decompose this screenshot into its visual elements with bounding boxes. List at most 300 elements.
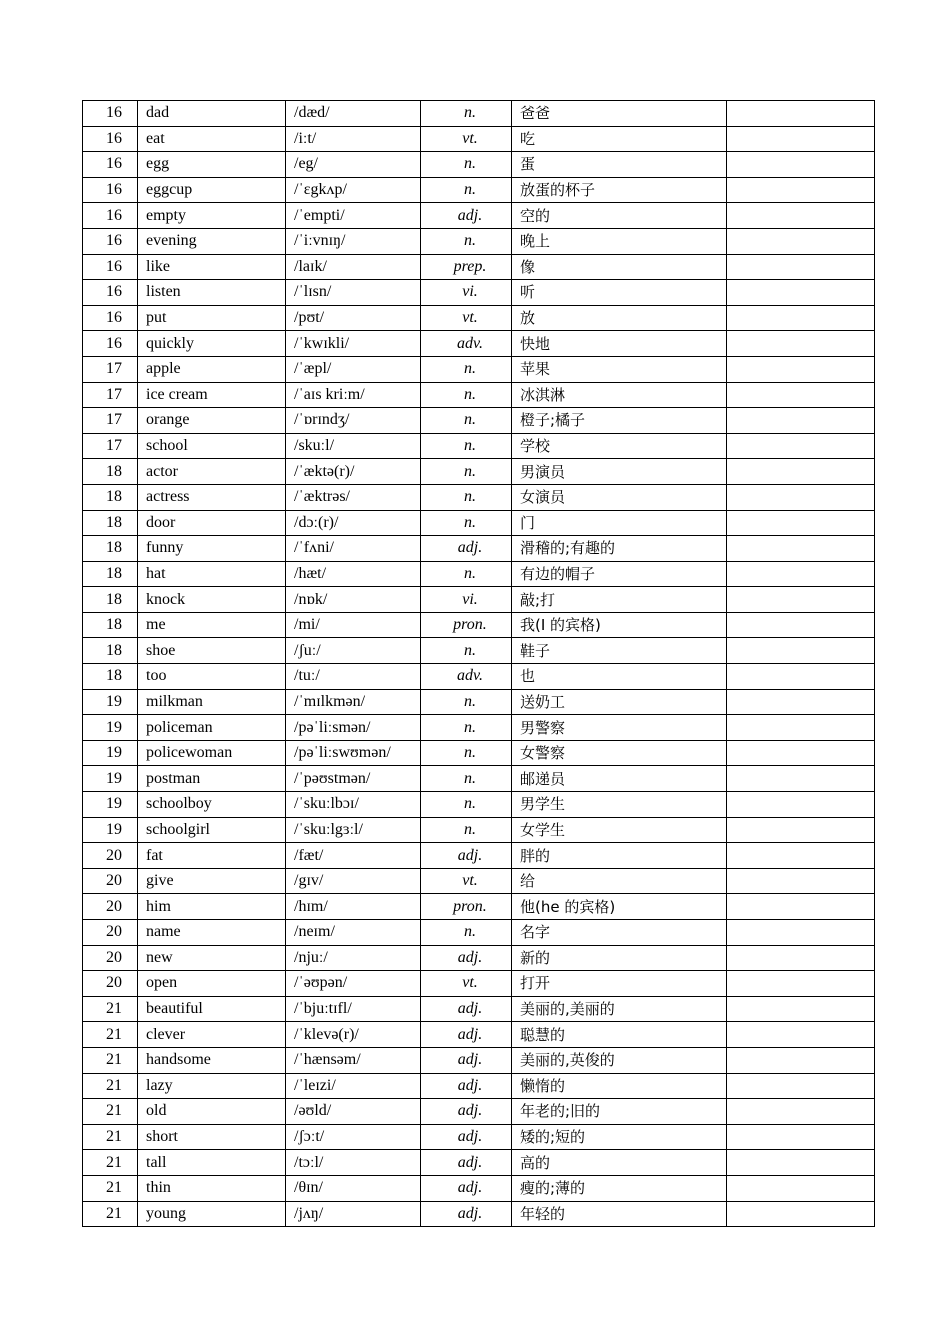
notes-cell: [727, 1099, 875, 1125]
part-of-speech-cell: n.: [421, 689, 512, 715]
part-of-speech-cell: adj.: [421, 1124, 512, 1150]
notes-cell: [727, 510, 875, 536]
table-row: [83, 459, 875, 485]
phonetic-cell: /ˈɒrɪndʒ/: [286, 408, 421, 434]
phonetic-cell: /ˈmɪlkmən/: [286, 689, 421, 715]
lesson-number-cell: 18: [83, 484, 138, 510]
notes-cell: [727, 356, 875, 382]
table-row: [83, 817, 875, 843]
phonetic-cell: /nɒk/: [286, 587, 421, 613]
part-of-speech-cell: adj.: [421, 996, 512, 1022]
phonetic-cell: /ˈæktrəs/: [286, 484, 421, 510]
part-of-speech-cell: pron.: [421, 894, 512, 920]
word-cell: name: [138, 920, 286, 946]
notes-cell: [727, 945, 875, 971]
table-row: [83, 433, 875, 459]
notes-cell: [727, 331, 875, 357]
notes-cell: [727, 382, 875, 408]
lesson-number-cell: 20: [83, 971, 138, 997]
table-row: [83, 920, 875, 946]
meaning-cell: 吃: [512, 126, 727, 152]
meaning-cell: 年轻的: [512, 1201, 727, 1227]
phonetic-cell: /hæt/: [286, 561, 421, 587]
word-cell: eat: [138, 126, 286, 152]
phonetic-cell: /gɪv/: [286, 868, 421, 894]
phonetic-cell: /ˈskuːlbɔɪ/: [286, 792, 421, 818]
phonetic-cell: /pəˈliːswʊmən/: [286, 740, 421, 766]
notes-cell: [727, 1073, 875, 1099]
part-of-speech-cell: n.: [421, 561, 512, 587]
meaning-cell: 苹果: [512, 356, 727, 382]
phonetic-cell: /ʃuː/: [286, 638, 421, 664]
lesson-number-cell: 19: [83, 817, 138, 843]
meaning-cell: 女演员: [512, 484, 727, 510]
meaning-cell: 像: [512, 254, 727, 280]
table-row: [83, 996, 875, 1022]
meaning-cell: 滑稽的;有趣的: [512, 536, 727, 562]
part-of-speech-cell: n.: [421, 920, 512, 946]
meaning-cell: 他(he 的宾格): [512, 894, 727, 920]
notes-cell: [727, 843, 875, 869]
notes-cell: [727, 817, 875, 843]
phonetic-cell: /ˈəʊpən/: [286, 971, 421, 997]
word-cell: give: [138, 868, 286, 894]
word-cell: evening: [138, 228, 286, 254]
table-row: [83, 843, 875, 869]
word-cell: ice cream: [138, 382, 286, 408]
word-cell: door: [138, 510, 286, 536]
part-of-speech-cell: vi.: [421, 587, 512, 613]
notes-cell: [727, 587, 875, 613]
table-row: [83, 868, 875, 894]
part-of-speech-cell: prep.: [421, 254, 512, 280]
part-of-speech-cell: adj.: [421, 1022, 512, 1048]
lesson-number-cell: 16: [83, 126, 138, 152]
notes-cell: [727, 996, 875, 1022]
part-of-speech-cell: n.: [421, 408, 512, 434]
notes-cell: [727, 101, 875, 127]
notes-cell: [727, 715, 875, 741]
table-row: [83, 1150, 875, 1176]
word-cell: egg: [138, 152, 286, 178]
part-of-speech-cell: adj.: [421, 536, 512, 562]
word-cell: handsome: [138, 1047, 286, 1073]
table-row: [83, 561, 875, 587]
lesson-number-cell: 21: [83, 1201, 138, 1227]
vocabulary-table-body: [83, 101, 875, 1227]
notes-cell: [727, 280, 875, 306]
word-cell: listen: [138, 280, 286, 306]
lesson-number-cell: 16: [83, 228, 138, 254]
part-of-speech-cell: n.: [421, 459, 512, 485]
lesson-number-cell: 16: [83, 331, 138, 357]
lesson-number-cell: 20: [83, 945, 138, 971]
meaning-cell: 蛋: [512, 152, 727, 178]
lesson-number-cell: 21: [83, 996, 138, 1022]
meaning-cell: 放蛋的杯子: [512, 177, 727, 203]
table-row: [83, 664, 875, 690]
table-row: [83, 1073, 875, 1099]
table-row: [83, 766, 875, 792]
word-cell: postman: [138, 766, 286, 792]
word-cell: clever: [138, 1022, 286, 1048]
meaning-cell: 晚上: [512, 228, 727, 254]
table-row: [83, 382, 875, 408]
lesson-number-cell: 21: [83, 1175, 138, 1201]
lesson-number-cell: 17: [83, 382, 138, 408]
part-of-speech-cell: n.: [421, 740, 512, 766]
phonetic-cell: /njuː/: [286, 945, 421, 971]
meaning-cell: 听: [512, 280, 727, 306]
lesson-number-cell: 21: [83, 1150, 138, 1176]
notes-cell: [727, 689, 875, 715]
table-row: [83, 510, 875, 536]
notes-cell: [727, 484, 875, 510]
lesson-number-cell: 21: [83, 1099, 138, 1125]
table-row: [83, 1175, 875, 1201]
part-of-speech-cell: n.: [421, 177, 512, 203]
word-cell: me: [138, 612, 286, 638]
table-row: [83, 356, 875, 382]
lesson-number-cell: 19: [83, 740, 138, 766]
phonetic-cell: /skuːl/: [286, 433, 421, 459]
lesson-number-cell: 20: [83, 894, 138, 920]
phonetic-cell: /neɪm/: [286, 920, 421, 946]
lesson-number-cell: 18: [83, 587, 138, 613]
meaning-cell: 女学生: [512, 817, 727, 843]
phonetic-cell: /laɪk/: [286, 254, 421, 280]
meaning-cell: 敲;打: [512, 587, 727, 613]
notes-cell: [727, 868, 875, 894]
notes-cell: [727, 228, 875, 254]
word-cell: old: [138, 1099, 286, 1125]
meaning-cell: 送奶工: [512, 689, 727, 715]
lesson-number-cell: 18: [83, 536, 138, 562]
meaning-cell: 美丽的,美丽的: [512, 996, 727, 1022]
phonetic-cell: /ˈæpl/: [286, 356, 421, 382]
lesson-number-cell: 18: [83, 561, 138, 587]
part-of-speech-cell: adj.: [421, 1099, 512, 1125]
lesson-number-cell: 19: [83, 766, 138, 792]
phonetic-cell: /jʌŋ/: [286, 1201, 421, 1227]
phonetic-cell: /tuː/: [286, 664, 421, 690]
table-row: [83, 1124, 875, 1150]
notes-cell: [727, 305, 875, 331]
lesson-number-cell: 21: [83, 1073, 138, 1099]
part-of-speech-cell: vt.: [421, 971, 512, 997]
table-row: [83, 945, 875, 971]
meaning-cell: 爸爸: [512, 101, 727, 127]
lesson-number-cell: 21: [83, 1047, 138, 1073]
part-of-speech-cell: adj.: [421, 1175, 512, 1201]
lesson-number-cell: 18: [83, 638, 138, 664]
notes-cell: [727, 664, 875, 690]
phonetic-cell: /ˈskuːlgɜːl/: [286, 817, 421, 843]
word-cell: orange: [138, 408, 286, 434]
meaning-cell: 快地: [512, 331, 727, 357]
table-row: [83, 126, 875, 152]
lesson-number-cell: 17: [83, 356, 138, 382]
notes-cell: [727, 126, 875, 152]
phonetic-cell: /θɪn/: [286, 1175, 421, 1201]
notes-cell: [727, 254, 875, 280]
part-of-speech-cell: n.: [421, 433, 512, 459]
lesson-number-cell: 16: [83, 203, 138, 229]
notes-cell: [727, 920, 875, 946]
word-cell: too: [138, 664, 286, 690]
meaning-cell: 男警察: [512, 715, 727, 741]
word-cell: actress: [138, 484, 286, 510]
part-of-speech-cell: adj.: [421, 1073, 512, 1099]
part-of-speech-cell: n.: [421, 766, 512, 792]
table-row: [83, 177, 875, 203]
word-cell: policeman: [138, 715, 286, 741]
word-cell: knock: [138, 587, 286, 613]
part-of-speech-cell: n.: [421, 817, 512, 843]
meaning-cell: 学校: [512, 433, 727, 459]
lesson-number-cell: 19: [83, 689, 138, 715]
notes-cell: [727, 971, 875, 997]
notes-cell: [727, 561, 875, 587]
lesson-number-cell: 18: [83, 612, 138, 638]
phonetic-cell: /fæt/: [286, 843, 421, 869]
meaning-cell: 冰淇淋: [512, 382, 727, 408]
word-cell: open: [138, 971, 286, 997]
table-row: [83, 1099, 875, 1125]
meaning-cell: 邮递员: [512, 766, 727, 792]
word-cell: apple: [138, 356, 286, 382]
word-cell: hat: [138, 561, 286, 587]
word-cell: eggcup: [138, 177, 286, 203]
meaning-cell: 胖的: [512, 843, 727, 869]
part-of-speech-cell: vt.: [421, 305, 512, 331]
word-cell: tall: [138, 1150, 286, 1176]
meaning-cell: 我(I 的宾格): [512, 612, 727, 638]
part-of-speech-cell: n.: [421, 715, 512, 741]
phonetic-cell: /ˈklevə(r)/: [286, 1022, 421, 1048]
word-cell: put: [138, 305, 286, 331]
phonetic-cell: /ˈɛgkʌp/: [286, 177, 421, 203]
phonetic-cell: /hɪm/: [286, 894, 421, 920]
word-cell: dad: [138, 101, 286, 127]
part-of-speech-cell: adv.: [421, 331, 512, 357]
meaning-cell: 放: [512, 305, 727, 331]
meaning-cell: 女警察: [512, 740, 727, 766]
lesson-number-cell: 16: [83, 280, 138, 306]
notes-cell: [727, 638, 875, 664]
phonetic-cell: /tɔːl/: [286, 1150, 421, 1176]
meaning-cell: 打开: [512, 971, 727, 997]
notes-cell: [727, 792, 875, 818]
meaning-cell: 给: [512, 868, 727, 894]
notes-cell: [727, 766, 875, 792]
lesson-number-cell: 18: [83, 510, 138, 536]
notes-cell: [727, 1175, 875, 1201]
lesson-number-cell: 20: [83, 843, 138, 869]
word-cell: thin: [138, 1175, 286, 1201]
lesson-number-cell: 20: [83, 868, 138, 894]
phonetic-cell: /əʊld/: [286, 1099, 421, 1125]
word-cell: schoolboy: [138, 792, 286, 818]
table-row: [83, 280, 875, 306]
notes-cell: [727, 433, 875, 459]
meaning-cell: 空的: [512, 203, 727, 229]
meaning-cell: 聪慧的: [512, 1022, 727, 1048]
lesson-number-cell: 17: [83, 433, 138, 459]
meaning-cell: 鞋子: [512, 638, 727, 664]
word-cell: quickly: [138, 331, 286, 357]
table-row: [83, 715, 875, 741]
vocabulary-table: [82, 100, 875, 1227]
phonetic-cell: /ˈkwɪkli/: [286, 331, 421, 357]
lesson-number-cell: 16: [83, 305, 138, 331]
word-cell: schoolgirl: [138, 817, 286, 843]
part-of-speech-cell: vt.: [421, 868, 512, 894]
notes-cell: [727, 1150, 875, 1176]
phonetic-cell: /ˈhænsəm/: [286, 1047, 421, 1073]
part-of-speech-cell: n.: [421, 356, 512, 382]
word-cell: fat: [138, 843, 286, 869]
lesson-number-cell: 18: [83, 664, 138, 690]
meaning-cell: 门: [512, 510, 727, 536]
part-of-speech-cell: pron.: [421, 612, 512, 638]
word-cell: actor: [138, 459, 286, 485]
phonetic-cell: /pʊt/: [286, 305, 421, 331]
table-row: [83, 305, 875, 331]
word-cell: empty: [138, 203, 286, 229]
notes-cell: [727, 1022, 875, 1048]
table-row: [83, 203, 875, 229]
meaning-cell: 新的: [512, 945, 727, 971]
word-cell: short: [138, 1124, 286, 1150]
table-row: [83, 587, 875, 613]
table-row: [83, 612, 875, 638]
lesson-number-cell: 19: [83, 715, 138, 741]
phonetic-cell: /ˈaɪs kriːm/: [286, 382, 421, 408]
word-cell: like: [138, 254, 286, 280]
table-row: [83, 971, 875, 997]
meaning-cell: 高的: [512, 1150, 727, 1176]
meaning-cell: 年老的;旧的: [512, 1099, 727, 1125]
phonetic-cell: /ˈfʌni/: [286, 536, 421, 562]
table-row: [83, 1201, 875, 1227]
word-cell: beautiful: [138, 996, 286, 1022]
table-row: [83, 254, 875, 280]
part-of-speech-cell: adj.: [421, 1201, 512, 1227]
part-of-speech-cell: n.: [421, 484, 512, 510]
lesson-number-cell: 20: [83, 920, 138, 946]
part-of-speech-cell: adj.: [421, 945, 512, 971]
phonetic-cell: /eg/: [286, 152, 421, 178]
phonetic-cell: /ˈæktə(r)/: [286, 459, 421, 485]
lesson-number-cell: 16: [83, 152, 138, 178]
word-cell: policewoman: [138, 740, 286, 766]
notes-cell: [727, 1124, 875, 1150]
phonetic-cell: /mi/: [286, 612, 421, 638]
table-row: [83, 408, 875, 434]
part-of-speech-cell: n.: [421, 152, 512, 178]
table-row: [83, 792, 875, 818]
notes-cell: [727, 203, 875, 229]
table-row: [83, 536, 875, 562]
lesson-number-cell: 21: [83, 1124, 138, 1150]
lesson-number-cell: 21: [83, 1022, 138, 1048]
table-row: [83, 689, 875, 715]
phonetic-cell: /ˈpəʊstmən/: [286, 766, 421, 792]
meaning-cell: 瘦的;薄的: [512, 1175, 727, 1201]
meaning-cell: 有边的帽子: [512, 561, 727, 587]
part-of-speech-cell: adv.: [421, 664, 512, 690]
meaning-cell: 男演员: [512, 459, 727, 485]
table-row: [83, 894, 875, 920]
table-row: [83, 228, 875, 254]
part-of-speech-cell: n.: [421, 382, 512, 408]
notes-cell: [727, 740, 875, 766]
word-cell: lazy: [138, 1073, 286, 1099]
part-of-speech-cell: n.: [421, 228, 512, 254]
table-row: [83, 1047, 875, 1073]
lesson-number-cell: 17: [83, 408, 138, 434]
meaning-cell: 橙子;橘子: [512, 408, 727, 434]
phonetic-cell: /ˈempti/: [286, 203, 421, 229]
lesson-number-cell: 16: [83, 254, 138, 280]
phonetic-cell: /ˈiːvnɪŋ/: [286, 228, 421, 254]
part-of-speech-cell: adj.: [421, 1047, 512, 1073]
lesson-number-cell: 18: [83, 459, 138, 485]
word-cell: him: [138, 894, 286, 920]
phonetic-cell: /pəˈliːsmən/: [286, 715, 421, 741]
meaning-cell: 美丽的,英俊的: [512, 1047, 727, 1073]
notes-cell: [727, 408, 875, 434]
word-cell: funny: [138, 536, 286, 562]
notes-cell: [727, 459, 875, 485]
phonetic-cell: /iːt/: [286, 126, 421, 152]
part-of-speech-cell: adj.: [421, 203, 512, 229]
meaning-cell: 也: [512, 664, 727, 690]
phonetic-cell: /ˈleɪzi/: [286, 1073, 421, 1099]
part-of-speech-cell: n.: [421, 638, 512, 664]
part-of-speech-cell: n.: [421, 792, 512, 818]
word-cell: shoe: [138, 638, 286, 664]
notes-cell: [727, 1201, 875, 1227]
notes-cell: [727, 894, 875, 920]
meaning-cell: 男学生: [512, 792, 727, 818]
lesson-number-cell: 19: [83, 792, 138, 818]
notes-cell: [727, 152, 875, 178]
lesson-number-cell: 16: [83, 177, 138, 203]
phonetic-cell: /ˈbjuːtɪfl/: [286, 996, 421, 1022]
part-of-speech-cell: vi.: [421, 280, 512, 306]
part-of-speech-cell: adj.: [421, 1150, 512, 1176]
notes-cell: [727, 536, 875, 562]
table-row: [83, 101, 875, 127]
table-row: [83, 740, 875, 766]
phonetic-cell: /dæd/: [286, 101, 421, 127]
meaning-cell: 名字: [512, 920, 727, 946]
word-cell: school: [138, 433, 286, 459]
phonetic-cell: /dɔː(r)/: [286, 510, 421, 536]
word-cell: new: [138, 945, 286, 971]
phonetic-cell: /ˈlɪsn/: [286, 280, 421, 306]
word-cell: milkman: [138, 689, 286, 715]
table-row: [83, 484, 875, 510]
phonetic-cell: /ʃɔːt/: [286, 1124, 421, 1150]
table-row: [83, 1022, 875, 1048]
notes-cell: [727, 612, 875, 638]
lesson-number-cell: 16: [83, 101, 138, 127]
part-of-speech-cell: n.: [421, 101, 512, 127]
part-of-speech-cell: n.: [421, 510, 512, 536]
